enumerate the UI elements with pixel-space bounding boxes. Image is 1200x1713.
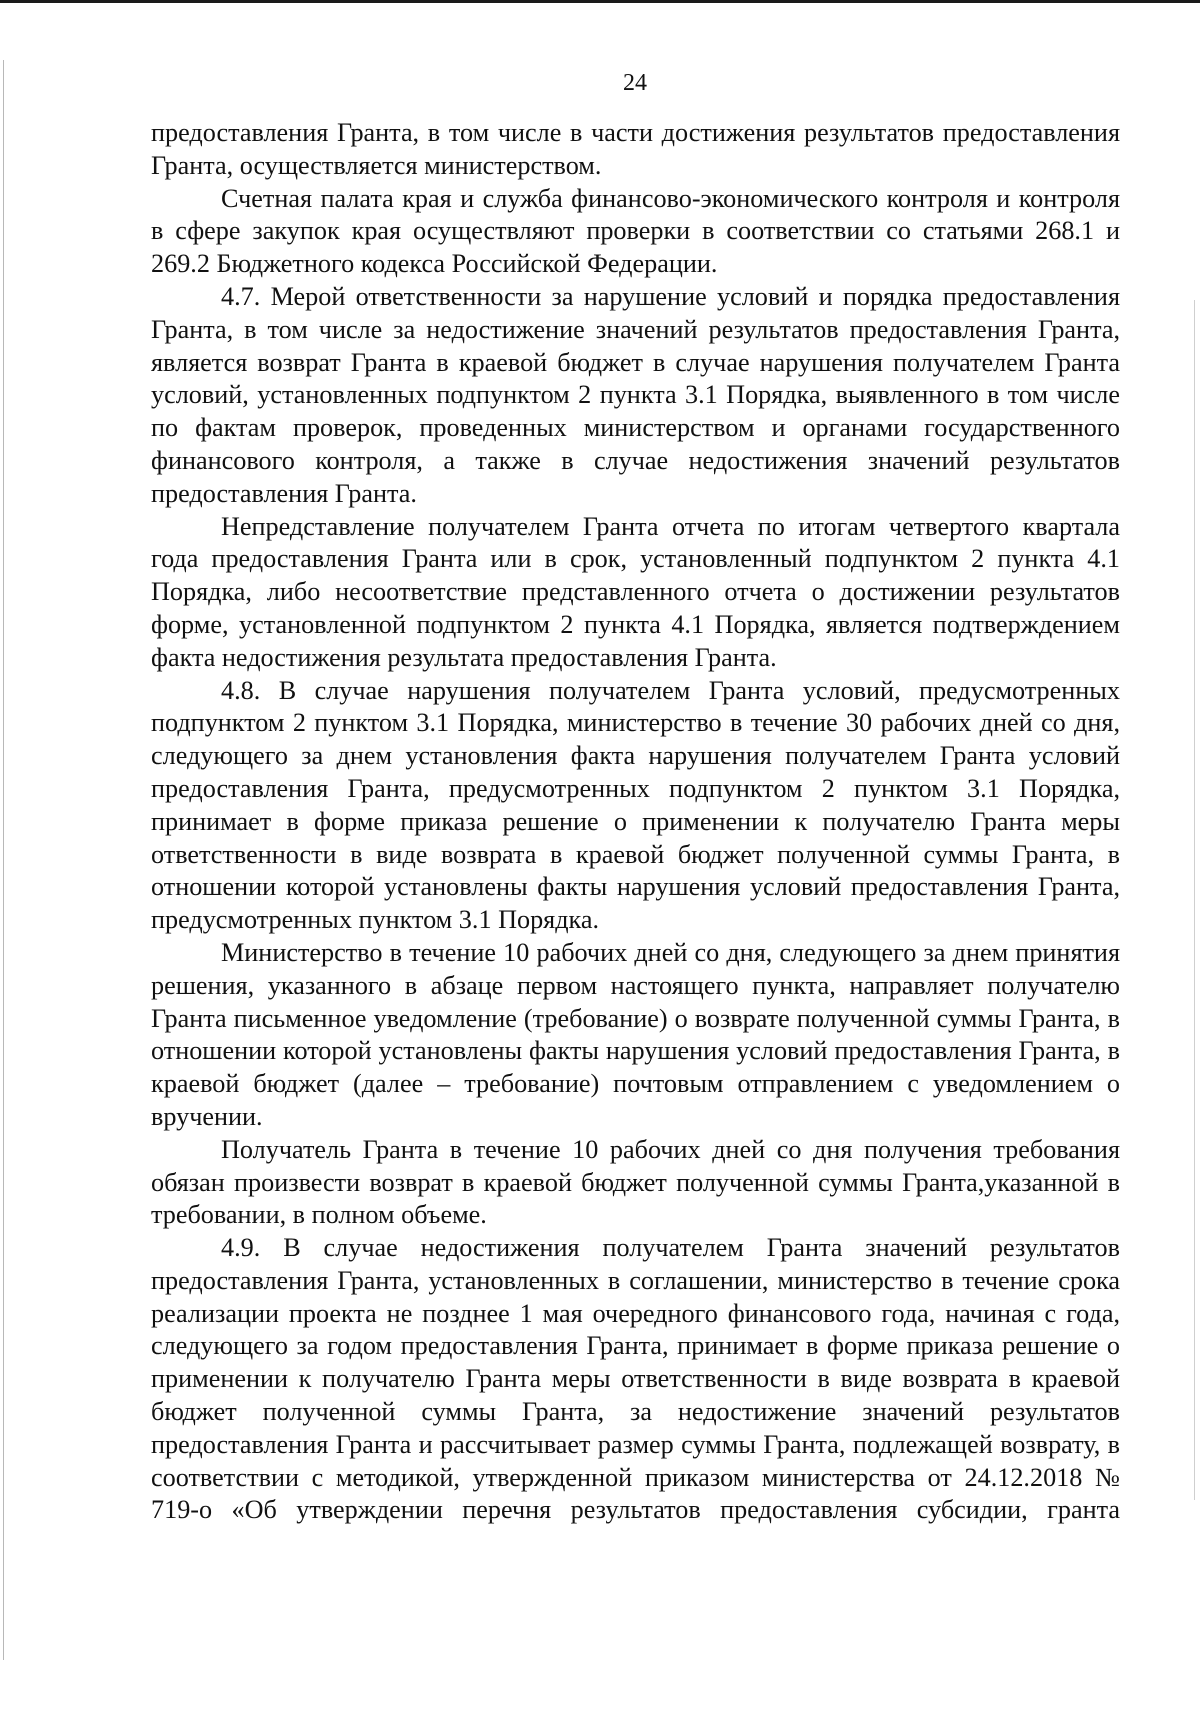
- scan-edge-right: [1194, 300, 1195, 1500]
- page-number: 24: [623, 70, 647, 96]
- scan-border-top: [0, 0, 1200, 3]
- paragraph-report-failure: Непредставление получателем Гранта отчета по итогам четвертого квартала года предоставления Гранта или в срок, установленный подпунктом 2 пункта 4.1 Порядка, либо несоответствие представленного отчета о достижении результатов форме, установленной подпунктом 2 пункта 4.1 Порядка, является подтверждением факта недостижения результата предоставления Гранта.: [151, 511, 1120, 672]
- paragraph-4-9: 4.9. В случае недостижения получателем Гранта значений результатов предоставления Гранта, установленных в соглашении, министерство в течение срока реализации проекта не позднее 1 мая очередного финансового года, начиная с года, следующего за годом предоставления Гранта, принимает в форме приказа решение о применении к получателю Гранта меры ответственности в виде возврата в краевой бюджет полученной суммы Гранта, за недостижение значений результатов предоставления Гранта и рассчитывает размер суммы Гранта, подлежащей возврату, в соответствии с методикой, утвержденной приказом министерства от 24.12.2018 № 719-о «Об утверждении перечня результатов предоставления субсидии, гранта: [151, 1233, 1120, 1525]
- paragraph-notice: Министерство в течение 10 рабочих дней со дня, следующего за днем принятия решения, указанного в абзаце первом настоящего пункта, направляет получателю Гранта письменное уведомление (требование) о возврате полученной суммы Гранта, в отношении которой установлены факты нарушения условий предоставления Гранта, в краевой бюджет (далее – требование) почтовым отправлением с уведомлением о вручении.: [151, 937, 1120, 1131]
- paragraph-continuation: предоставления Гранта, в том числе в части достижения результатов предоставления Гранта, осуществляется министерством.: [151, 118, 1120, 180]
- paragraph-4-8: 4.8. В случае нарушения получателем Гранта условий, предусмотренных подпунктом 2 пунктом 3.1 Порядка, министерство в течение 30 рабочих дней со дня, следующего за днем установления факта нарушения получателем Гранта условий предоставления Гранта, предусмотренных подпунктом 2 пунктом 3.1 Порядка, принимает в форме приказа решение о применении к получателю Гранта меры ответственности в виде возврата в краевой бюджет полученной суммы Гранта, в отношении которой установлены факты нарушения условий предоставления Гранта, предусмотренных пунктом 3.1 Порядка.: [151, 675, 1120, 935]
- scan-edge-left: [3, 60, 4, 1660]
- paragraph-audit-bodies: Счетная палата края и служба финансово-экономического контроля и контроля в сфере закупок края осуществляют проверки в соответствии со статьями 268.1 и 269.2 Бюджетного кодекса Российской Федерации.: [151, 183, 1120, 279]
- paragraph-4-7: 4.7. Мерой ответственности за нарушение условий и порядка предоставления Гранта, в том числе за недостижение значений результатов предоставления Гранта, является возврат Гранта в краевой бюджет в случае нарушения получателем Гранта условий, установленных подпунктом 2 пункта 3.1 Порядка, выявленного в том числе по фактам проверок, проведенных министерством и органами государственного финансового контроля, а также в случае недостижения значений результатов предоставления Гранта.: [151, 281, 1120, 508]
- paragraph-refund: Получатель Гранта в течение 10 рабочих дней со дня получения требования обязан произвести возврат в краевой бюджет полученной суммы Гранта,указанной в требовании, в полном объеме.: [151, 1134, 1120, 1230]
- document-body: [151, 117, 1120, 1527]
